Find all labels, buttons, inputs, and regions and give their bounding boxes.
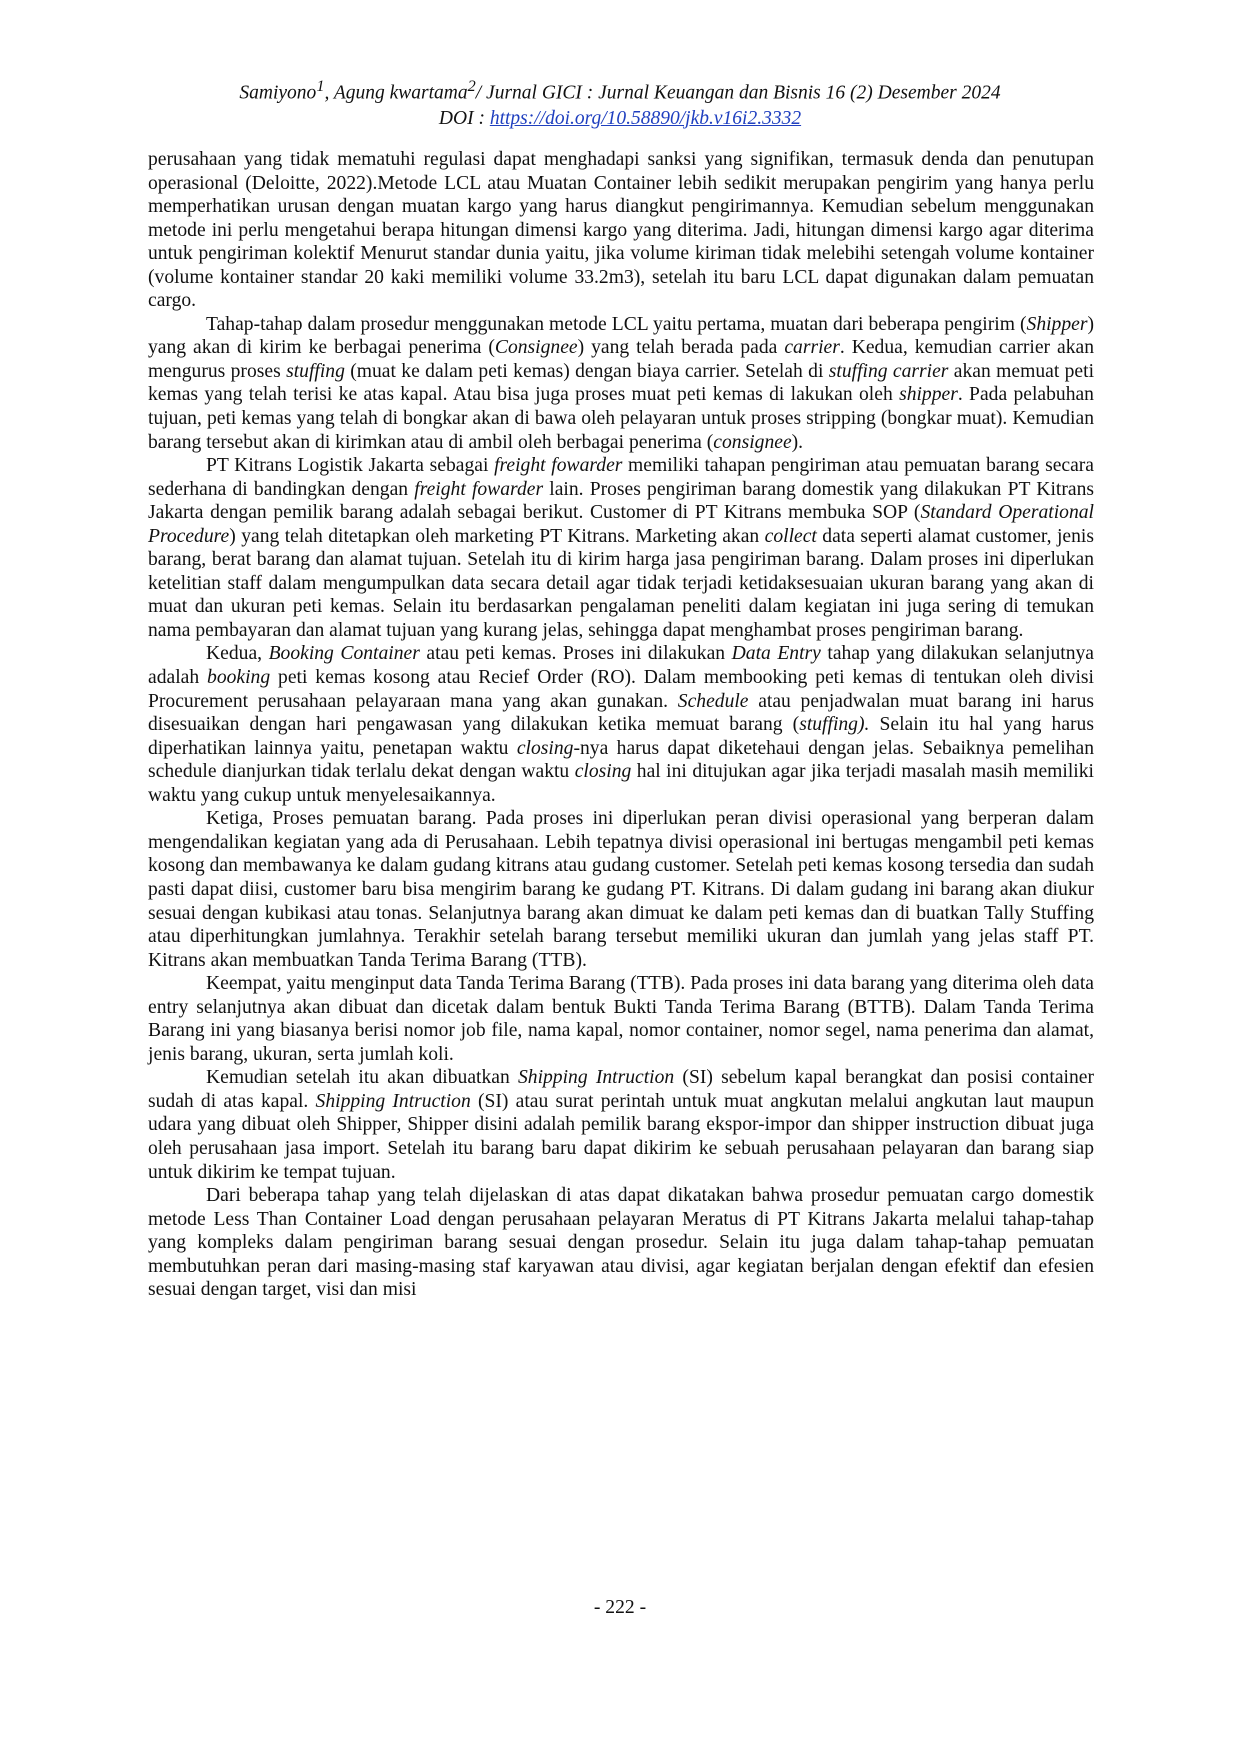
italic-term: freight fowarder	[494, 455, 623, 477]
body-text	[148, 148, 1094, 1302]
text-run: . Pada pelabuhan tujuan, peti kemas yang telah di bongkar akan di bawa oleh pelayaran untuk proses stripping (bongkar muat). Kemudian barang tersebut akan di kirimkan atau di ambil oleh berbagai penerima (	[148, 384, 1094, 453]
body-paragraph	[148, 313, 1094, 454]
text-run: Ketiga, Proses pemuatan barang. Pada proses ini diperlukan peran divisi operasional yang berperan dalam mengendalikan kegiatan yang ada di Perusahaan. Lebih tepatnya divisi operasional ini bertugas mengambil peti kemas kosong dan membawanya ke dalam gudang kitrans atau gudang customer. Setelah peti kemas kosong tersedia dan sudah pasti dapat diisi, customer baru bisa mengirim barang ke gudang PT. Kitrans. Di dalam gudang ini barang akan diukur sesuai dengan kubikasi atau tonas. Selanjutnya barang akan dimuat ke dalam peti kemas dan di buatkan Tally Stuffing atau diperhitungkan jumlahnya. Terakhir setelah barang tersebut memiliki ukuran dan jumlah yang jelas staff PT. Kitrans akan membuatkan Tanda Terima Barang (TTB).	[148, 808, 1094, 971]
running-header	[0, 74, 1240, 131]
text-run: PT Kitrans Logistik Jakarta sebagai	[206, 455, 495, 477]
body-paragraph	[148, 807, 1094, 972]
italic-term: closing	[574, 761, 632, 783]
author-superscript-1: 1	[316, 77, 325, 95]
italic-term: Shipping Intruction	[517, 1067, 675, 1089]
body-paragraph	[148, 148, 1094, 313]
citation-line	[0, 74, 1240, 106]
text-run: atau penjadwalan muat barang ini harus disesuaikan dengan hari pengawasan yang dilakukan ketika memuat barang (	[148, 690, 1094, 736]
text-run: tahap yang dilakukan selanjutnya adalah	[148, 643, 1094, 689]
text-run: Keempat, yaitu menginput data Tanda Terima Barang (TTB). Pada proses ini data barang yang diterima oleh data entry selanjutnya akan dibuat dan dicetak dalam bentuk Bukti Tanda Terima Barang (BTTB). Dalam Tanda Terima Barang ini yang biasanya berisi nomor job file, nama kapal, nomor container, nomor segel, nama penerima dan alamat, jenis barang, ukuran, serta jumlah koli.	[148, 973, 1094, 1065]
text-run: peti kemas kosong atau Recief Order (RO). Dalam membooking peti kemas di tentukan oleh divisi Procurement perusahaan pelayaraan mana yang akan gunakan.	[148, 667, 1094, 712]
text-run: Selain itu hal yang harus diperhatikan lainnya yaitu, penetapan waktu	[148, 714, 1094, 759]
italic-term: consignee	[713, 431, 792, 453]
italic-term: Schedule	[677, 690, 749, 712]
text-run: perusahaan yang tidak mematuhi regulasi dapat menghadapi sanksi yang signifikan, termasuk denda dan penutupan operasional (Deloitte, 2022).Metode LCL atau Muatan Container lebih sedikit merupakan pengirim yang hanya perlu memperhatikan urusan dengan muatan kargo yang harus diangkut pengirimannya. Kemudian sebelum menggunakan metode ini perlu mengetahui berapa hitungan dimensi kargo yang diterima. Jadi, hitungan dimensi kargo agar diterima untuk pengiriman kolektif Menurut standar dunia yaitu, jika volume kiriman tidak melebihi setengah volume kontainer (volume kontainer standar 20 kaki memiliki volume 33.2m3), setelah itu baru LCL dapat digunakan dalam pemuatan cargo.	[148, 149, 1094, 312]
italic-term: booking	[207, 667, 271, 689]
text-run: hal ini ditujukan agar jika terjadi masalah masih memiliki waktu yang cukup untuk menyelesaikannya.	[148, 761, 1094, 806]
text-run: Tahap-tahap dalam prosedur menggunakan metode LCL yaitu pertama, muatan dari beberapa pengirim (	[206, 313, 1027, 335]
body-paragraph	[148, 642, 1094, 807]
text-run: ) yang telah berada pada	[577, 337, 785, 359]
text-run: . Kedua, kemudian carrier akan mengurus proses	[148, 337, 1094, 382]
italic-term: stuffing).	[799, 714, 870, 736]
body-paragraph	[148, 972, 1094, 1066]
text-run: memiliki tahapan pengiriman atau pemuatan barang secara sederhana di bandingkan dengan	[148, 455, 1094, 500]
italic-term: Shipper	[1026, 313, 1088, 335]
text-run: data seperti alamat customer, jenis barang, berat barang dan alamat tujuan. Setelah itu di kirim harga jasa pengiriman barang. Dalam proses ini diperlukan ketelitian staff dalam mengumpulkan data secara detail agar tidak terjadi ketidaksesuaian ukuran barang yang akan di muat dan ukuran peti kemas. Selain itu berdasarkan pengalaman peneliti dalam kegiatan ini juga sering di temukan nama pembayaran dan alamat tujuan yang kurang jelas, sehingga dapat menghambat proses pengiriman barang.	[148, 525, 1094, 641]
italic-term: Booking Container	[268, 643, 420, 665]
text-run: lain. Proses pengiriman barang domestik yang dilakukan PT Kitrans Jakarta dengan pemilik barang adalah sebagai berikut. Customer di PT Kitrans membuka SOP (	[148, 478, 1094, 524]
italic-term: stuffing	[286, 360, 345, 382]
text-run: (muat ke dalam peti kemas) dengan biaya carrier. Setelah di	[344, 360, 829, 382]
italic-term: stuffing carrier	[828, 360, 949, 382]
text-run: ) yang telah ditetapkan oleh marketing PT Kitrans. Marketing akan	[229, 525, 765, 547]
italic-term: collect	[764, 525, 817, 547]
authors-text-a: Samiyono	[239, 82, 317, 104]
doi-label: DOI :	[438, 107, 490, 129]
italic-term: Shipping Intruction	[315, 1090, 471, 1112]
body-paragraph	[148, 1184, 1094, 1302]
page-number: - 222 -	[593, 1597, 647, 1618]
body-paragraph	[148, 454, 1094, 642]
journal-title: / Jurnal GICI : Jurnal Keuangan dan Bisnis 16 (2) Desember 2024	[475, 82, 1001, 104]
text-run: Dari beberapa tahap yang telah dijelaskan di atas dapat dikatakan bahwa prosedur pemuatan cargo domestik metode Less Than Container Load dengan perusahaan pelayaran Meratus di PT Kitrans Jakarta melalui tahap-tahap yang kompleks dalam pengiriman barang sesuai dengan prosedur. Selain itu juga dalam tahap-tahap pemuatan membutuhkan peran dari masing-masing staf karyawan atau divisi, agar kegiatan berjalan dengan efektif dan efesien sesuai dengan target, visi dan misi	[148, 1185, 1094, 1301]
italic-term: carrier	[784, 337, 840, 359]
italic-term: closing	[516, 737, 574, 759]
text-run: -nya harus dapat diketehaui dengan jelas. Sebaiknya pemelihan schedule dianjurkan tidak terlalu dekat dengan waktu	[148, 737, 1094, 783]
italic-term: Data Entry	[731, 643, 821, 665]
author-superscript-2: 2	[467, 77, 476, 95]
body-paragraph	[148, 1066, 1094, 1184]
text-run: Kemudian setelah itu akan dibuatkan	[206, 1067, 518, 1089]
doi-line	[0, 106, 1240, 131]
text-run: (SI) atau surat perintah untuk muat angkutan melalui angkutan laut maupun udara yang dibuat oleh Shipper, Shipper disini adalah pemilik barang ekspor-impor dan shipper instruction dibuat juga oleh perusahaan jasa import. Setelah itu barang baru dapat dikirim ke sebuah perusahaan pelayaran dan barang siap untuk dikirim ke tempat tujuan.	[148, 1090, 1095, 1183]
authors-text-b: , Agung kwartama	[324, 82, 468, 104]
text-run: akan memuat peti kemas yang telah terisi ke atas kapal. Atau bisa juga proses muat peti kemas di lakukan oleh	[148, 360, 1095, 406]
text-run: (SI) sebelum kapal berangkat dan posisi container sudah di atas kapal.	[148, 1067, 1094, 1112]
text-run: ).	[791, 431, 804, 453]
text-run: Kedua,	[206, 643, 269, 665]
italic-term: freight fowarder	[414, 478, 544, 500]
text-run: ) yang akan di kirim ke berbagai penerima (	[148, 313, 1094, 359]
doi-link[interactable]: https://doi.org/10.58890/jkb.v16i2.3332	[489, 107, 802, 129]
italic-term: shipper	[899, 384, 958, 406]
italic-term: Standard Operational Procedure	[148, 502, 1095, 547]
text-run: atau peti kemas. Proses ini dilakukan	[419, 643, 732, 665]
italic-term: Consignee	[494, 337, 578, 359]
